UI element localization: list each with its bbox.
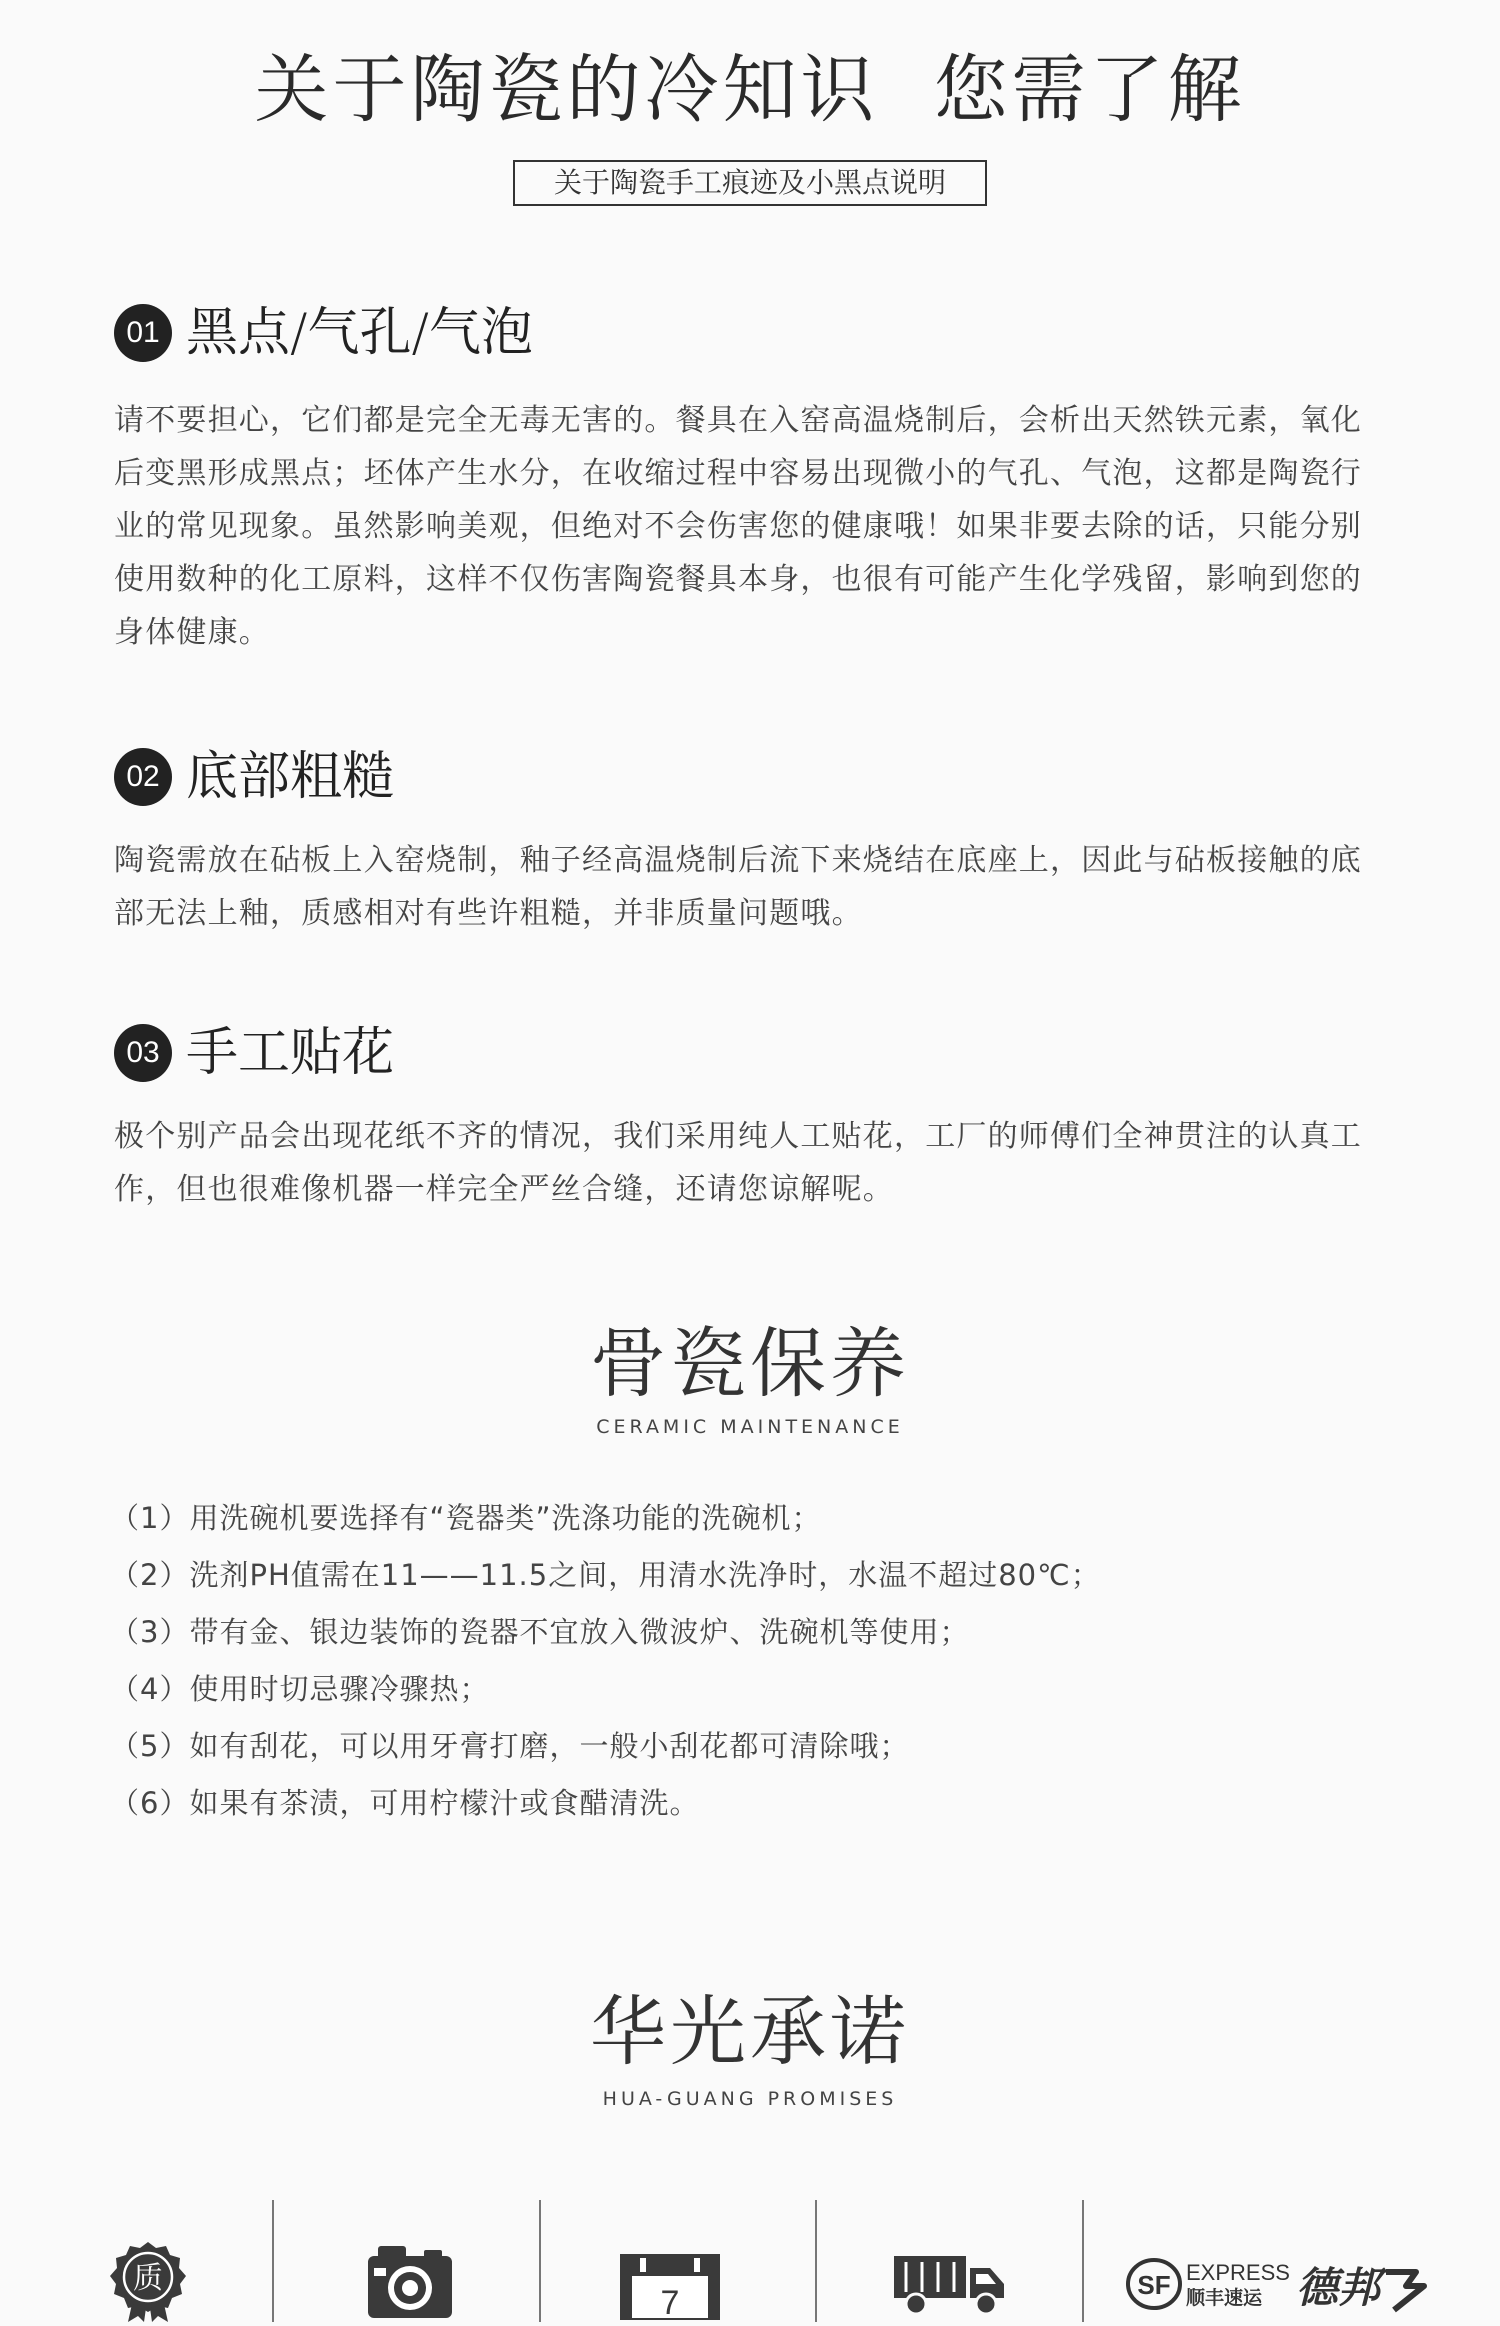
express-text: EXPRESS [1186,2260,1290,2285]
sf-express-deppon-icon [1124,2250,1444,2324]
promises-title: 华光承诺 [590,1987,910,2076]
section-title: 底部粗糙 [186,747,395,807]
camera-icon [364,2244,456,2324]
seven-day-text: 7 [660,2284,680,2322]
sf-cn-text: 顺丰速运 [1186,2287,1263,2309]
section-number-badge: 01 [114,304,172,362]
promise-icons-row [0,2200,1500,2322]
list-item: （6）如果有茶渍，可用柠檬汁或食醋清洗。 [110,1786,700,1820]
divider [815,2200,817,2322]
promises-subtitle: HUA-GUANG PROMISES [602,2088,898,2110]
page-title: 关于陶瓷的冷知识 您需了解 [254,47,1246,133]
section-title: 手工贴花 [186,1023,395,1083]
list-item: （5）如有刮花，可以用牙膏打磨，一般小刮花都可清除哦； [110,1729,910,1763]
seven-day-return-icon [618,2252,722,2326]
list-item: （2）洗剂PH值需在11——11.5之间，用清水洗净时，水温不超过80℃； [110,1558,1101,1592]
section-number-badge: 02 [114,748,172,806]
section-number-badge: 03 [114,1024,172,1082]
delivery-truck-icon [892,2252,1008,2320]
section-01-body: 请不要担心，它们都是完全无毒无害的。餐具在入窑高温烧制后，会析出天然铁元素，氧化后变黑形成黑点；坯体产生水分，在收缩过程中容易出现微小的气孔、气泡，这都是陶瓷行业的常见现象。虽然影响美观，但绝对不会伤害您的健康哦！如果非要去除的话，只能分别使用数种的化工原料，这样不仅伤害陶瓷餐具本身，也很有可能产生化学残留，影响到您的身体健康。 [114,403,1362,650]
subtitle-box: 关于陶瓷手工痕迹及小黑点说明 [513,160,987,206]
list-item: （1）用洗碗机要选择有“瓷器类”洗涤功能的洗碗机； [110,1501,822,1535]
section-02-body: 陶瓷需放在砧板上入窑烧制，釉子经高温烧制后流下来烧结在底座上，因此与砧板接触的底部无法上釉，质感相对有些许粗糙，并非质量问题哦。 [114,843,1362,931]
deppon-text: 德邦 [1296,2263,1381,2312]
sf-logo-text: SF [1137,2270,1171,2300]
divider [539,2200,541,2322]
section-03-body: 极个别产品会出现花纸不齐的情况，我们采用纯人工贴花，工厂的师傅们全神贯注的认真工作，但也很难像机器一样完全严丝合缝，还请您谅解呢。 [114,1119,1362,1207]
maintenance-title: 骨瓷保养 [590,1319,910,1408]
section-title: 黑点/气孔/气泡 [186,303,534,363]
divider [1082,2200,1084,2322]
quality-badge-icon [108,2240,188,2326]
maintenance-list [110,1490,1390,1832]
list-item: （4）使用时切忌骤冷骤热； [110,1672,490,1706]
quality-badge-text: 质 [133,2261,163,2296]
list-item: （3）带有金、银边装饰的瓷器不宜放入微波炉、洗碗机等使用； [110,1615,970,1649]
maintenance-subtitle: CERAMIC MAINTENANCE [596,1416,904,1438]
divider [272,2200,274,2322]
